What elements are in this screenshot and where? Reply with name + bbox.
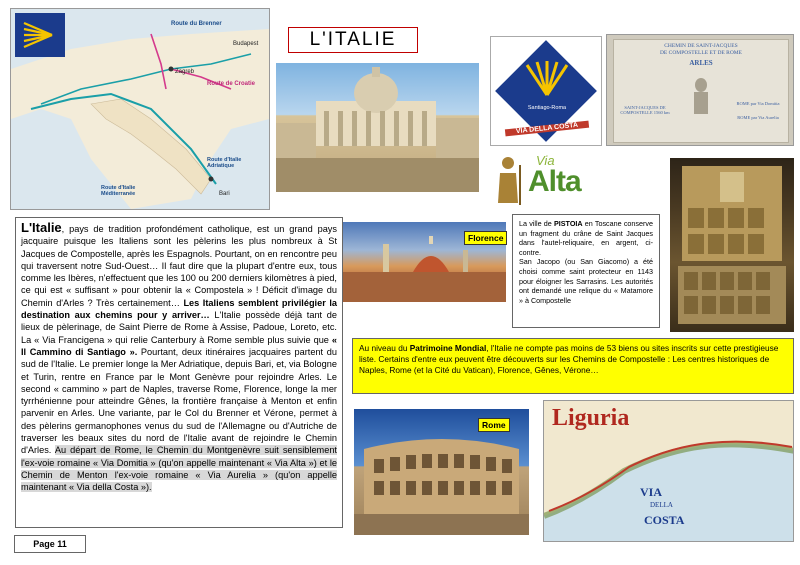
pistoia-a: La ville de	[519, 219, 554, 228]
costa-logo-text1: Santiago-Roma	[527, 105, 567, 111]
sign-right2: ROME par Via Aurelia	[737, 115, 779, 120]
patrimoine-a: Au niveau du	[359, 343, 410, 353]
pistoia-d: San Jacopo (ou San Giacomo) a été choisi comme saint protecteur en 1143 pour éloigner les Sarrasins. Les autorités ont demandé une relique du « Matamore » à Compostelle	[519, 257, 653, 305]
map-label-adriatique: Route d'Italie Adriatique	[207, 157, 242, 169]
main-text-block	[15, 217, 343, 528]
rome-caption: Rome	[478, 418, 510, 432]
route-map	[10, 8, 270, 210]
map-label-brenner: Route du Brenner	[171, 21, 222, 27]
pistoia-text-box	[512, 214, 660, 328]
costa-logo-text2: VIA DELLA COSTA	[505, 121, 589, 137]
main-text-lead: L'Italie	[21, 220, 62, 235]
map-label-bari: Bari	[219, 191, 230, 197]
page-number: Page 11	[14, 535, 86, 553]
liguria-title: Liguria	[552, 405, 630, 431]
main-text-bold1: Les Italiens semblent privilégier la destination aux chemins pour y arriver…	[21, 297, 337, 321]
via-alta-via: Via	[536, 153, 555, 168]
sign-left: SAINT-JACQUES DE COMPOSTELLE 1560 km	[620, 105, 670, 115]
sign-line1: CHEMIN DE SAINT-JACQUES	[664, 43, 738, 49]
sign-city: ARLES	[689, 59, 713, 67]
main-text-p3: Pourtant, deux itinéraires jacquaires partent du sud de l'Italie. Le premier longe la Mer Adriatique, depuis Bari, et, via Bologne et Turin, rentre en France par le Mont Genèvre pour rejoindre Arles. Le second « cammino » part de Naples, traverse Rome, Florence, longe la mer tyrrhénienne pour atteindre Gênes, la frontière française à Menton et enfin parvenir en Arles. Une variante, par le Col du Brenner et Vérone, permet à des pèlerins germanophones venus du sud de l'Allemagne ou d'Autriche de traverser les beaux sites du nord de l'Italie avant de rejoindre le Chemin d'Arles.	[21, 346, 337, 456]
via-alta-alta: Alta	[528, 165, 581, 198]
patrimoine-c: , l'Italie ne compte pas moins de 53 biens ou sites inscrits sur cette prestigieuse liste. Certains d'entre eux peuvent être découverts sur les Chemins de Compostelle : Les centres historiques de Naples, Rome (et la Cité du Vatican), Florence, Gênes, Vérone…	[359, 343, 779, 375]
pistoia-b: PISTOIA	[553, 219, 583, 228]
scallop-shell-icon	[523, 59, 571, 99]
sign-line2: DE COMPOSTELLE ET DE ROME	[659, 50, 743, 56]
via-alta-logo	[490, 149, 602, 209]
compostela-logo	[15, 13, 65, 57]
main-text-p2: L'Italie possède déjà tant de lieux de pèlerinage, de Saint Pierre de Rome à Assise, Padoue, Loreto, etc. La « Via Francigena » qui relie Canterbury à Rome semble plus suivie que	[21, 310, 337, 345]
map-label-zagreb: Zagreb	[175, 69, 195, 75]
scallop-shell-icon	[20, 17, 60, 53]
st-peter-photo	[276, 63, 479, 192]
pilgrim-icon	[494, 155, 524, 205]
patrimoine-text-box	[352, 338, 794, 394]
pilgrim-relief-icon	[685, 75, 717, 117]
page-title: L'ITALIE	[288, 27, 418, 53]
via-della-costa-logo	[490, 36, 602, 146]
liguria-map	[543, 400, 794, 542]
reliquary-photo	[670, 158, 794, 332]
basilica-graphic	[276, 63, 479, 192]
main-text-p4: Au départ de Rome, le Chemin du Montgenèvre suit sensiblement l'ex-voie romaine « Via Domitia » (qu'on appelle maintenant « Via Alta ») et le Chemin de Menton l'ex-voie romaine « Via Aurelia » (qu'on appelle maintenant « Via della Costa »).	[21, 445, 337, 493]
arles-sign-photo	[606, 34, 794, 146]
liguria-costa: COSTA	[644, 513, 685, 527]
liguria-della: DELLA	[650, 501, 673, 509]
patrimoine-b: Patrimoine Mondial	[409, 343, 487, 353]
liguria-via: VIA	[640, 485, 663, 499]
map-label-budapest: Budapest	[233, 41, 259, 47]
map-label-mediterranee: Route d'Italie Méditerranée	[101, 185, 136, 197]
pistoia-c: en Toscane conserve un fragment du crâne de Saint Jacques dans l'autel-reliquaire, en argent, ci-contre.	[519, 219, 653, 257]
florence-caption: Florence	[464, 231, 507, 245]
map-label-croatie: Route de Croatie	[207, 81, 256, 87]
main-text-bold2: « Il Cammino di Santiago ».	[21, 334, 337, 357]
sign-right1: ROME par Via Domitia	[736, 101, 780, 106]
reliquary-graphic	[670, 158, 794, 332]
main-text-p1: , pays de tradition profondément catholique, est un grand pays jacquaire puisque les Italiens sont les pèlerins les plus nombreux à St Jacques de Compostelle, après les Espagnols. Pourtant, on en rencontre peu qui traversent notre Sud-Ouest… Il faut dire que la plupart d'entre eux, tous comme les Ibères, n'effectuent que les 100 ou 200 derniers kilomètres à pied, ce qui est « suffisant » pour obtenir la « Compostela » ! Déficit d'image du Chemin d'Arles ? Très certainement…	[21, 224, 337, 308]
